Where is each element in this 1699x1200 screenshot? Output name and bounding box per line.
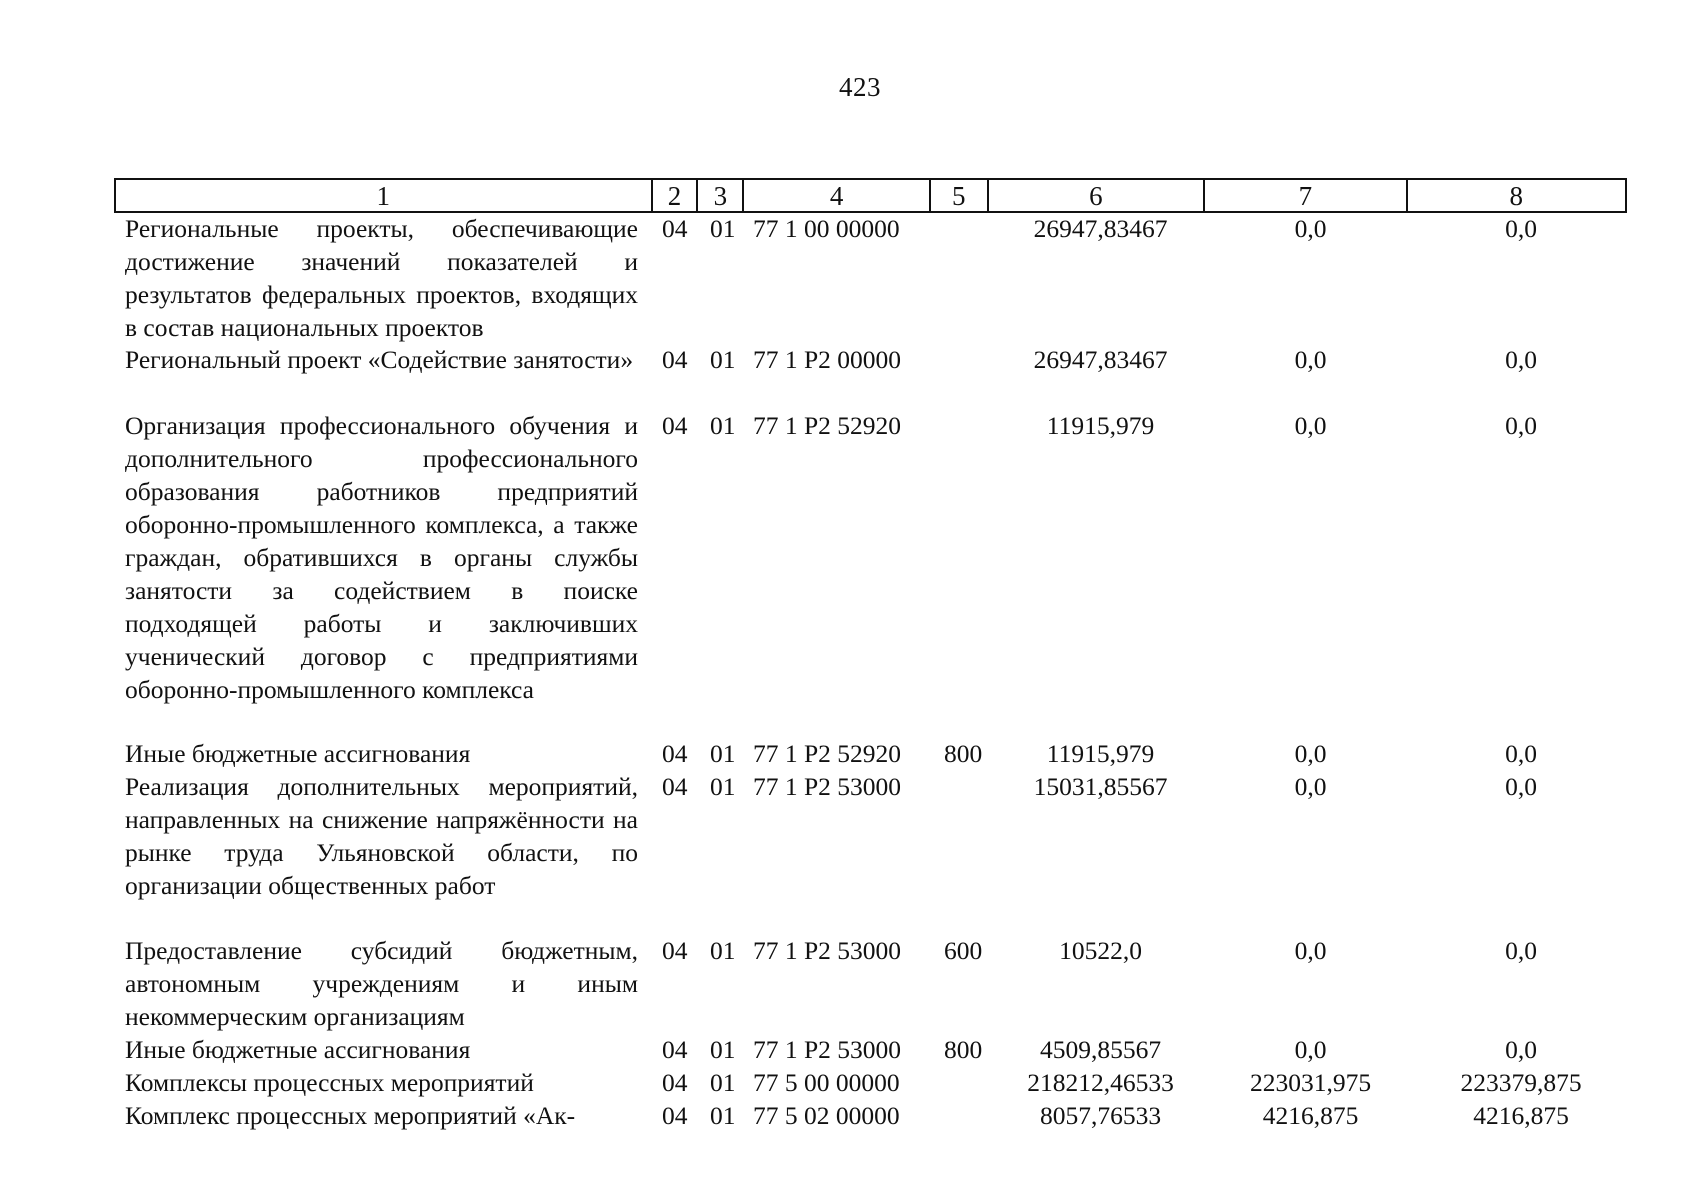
column-header-1: 1: [116, 180, 653, 211]
row-name: Предоставление субсидий бюджетным, автономным учреждениям и иным некоммерческим организациям: [125, 936, 638, 1031]
page-number: 423: [839, 72, 881, 102]
row-col-6: 11915,979: [1046, 739, 1155, 768]
row-col-4: 77 1 P2 52920: [753, 739, 902, 768]
column-header-4: 4: [744, 180, 931, 211]
row-col-2: 04: [662, 411, 688, 440]
row-col-8: 0,0: [1505, 411, 1537, 440]
row-col-2: 04: [662, 1035, 688, 1064]
row-col-6: 8057,76533: [1039, 1101, 1162, 1130]
column-header-2: 2: [653, 180, 699, 211]
row-col-3: 01: [710, 1101, 736, 1130]
row-col-6: 26947,83467: [1033, 345, 1168, 374]
table-row: [0, 1033, 1699, 1066]
row-col-3: 01: [710, 214, 736, 243]
row-col-4: 77 1 P2 53000: [753, 1035, 902, 1064]
row-col-2: 04: [662, 1068, 688, 1097]
row-name: Реализация дополнительных мероприятий, направленных на снижение напряжённости на рынке труда Ульяновской области, по организации общественных работ: [125, 772, 638, 900]
row-col-2: 04: [662, 1101, 688, 1130]
table-row: [0, 1066, 1699, 1099]
row-col-6: 218212,46533: [1027, 1068, 1174, 1097]
table-header-row: [114, 178, 1627, 213]
row-name: Комплексы процессных мероприятий: [125, 1068, 534, 1097]
column-header-3: 3: [698, 180, 744, 211]
row-col-6: 15031,85567: [1033, 772, 1168, 801]
row-name: Организация профессионального обучения и дополнительного профессионального образования работников предприятий оборонно-промышленного комплекса, а также граждан, обратившихся в органы службы занятости за содействием в поиске подходящей работы и заключивших ученический договор с предприятиями оборонно-промышленного комплекса: [125, 411, 638, 704]
row-col-8: 0,0: [1505, 772, 1537, 801]
row-name: Региональный проект «Содействие занятости»: [125, 345, 634, 374]
column-header-6: 6: [989, 180, 1205, 211]
table-row: [0, 737, 1699, 770]
column-header-5: 5: [931, 180, 989, 211]
row-col-3: 01: [710, 739, 736, 768]
row-col-2: 04: [662, 772, 688, 801]
row-col-5: 600: [944, 936, 983, 965]
row-col-3: 01: [710, 1068, 736, 1097]
row-col-4: 77 1 P2 00000: [753, 345, 902, 374]
row-col-7: 0,0: [1294, 739, 1327, 768]
row-col-7: 0,0: [1294, 214, 1327, 243]
table-body: [0, 212, 1699, 1132]
table-row: [0, 409, 1699, 737]
row-col-6: 11915,979: [1046, 411, 1155, 440]
row-col-8: 0,0: [1505, 936, 1537, 965]
row-col-3: 01: [710, 411, 736, 440]
row-col-7: 0,0: [1294, 772, 1327, 801]
row-col-4: 77 5 00 00000: [753, 1068, 900, 1097]
row-col-8: 0,0: [1505, 214, 1537, 243]
row-col-8: 223379,875: [1460, 1068, 1582, 1097]
row-col-7: 0,0: [1294, 936, 1327, 965]
row-name: Региональные проекты, обеспечивающие достижение значений показателей и результатов федеральных проектов, входящих в состав национальных проектов: [125, 214, 638, 342]
row-col-7: 0,0: [1294, 345, 1327, 374]
row-col-2: 04: [662, 739, 688, 768]
column-header-7: 7: [1205, 180, 1407, 211]
table-row: [0, 770, 1699, 934]
row-col-2: 04: [662, 936, 688, 965]
row-col-8: 0,0: [1505, 1035, 1537, 1064]
row-col-3: 01: [710, 936, 736, 965]
row-col-6: 10522,0: [1059, 936, 1142, 965]
row-col-4: 77 1 00 00000: [753, 214, 900, 243]
row-col-4: 77 1 P2 53000: [753, 936, 902, 965]
table-row: [0, 343, 1699, 409]
table-row: [0, 1099, 1699, 1132]
row-col-3: 01: [710, 1035, 736, 1064]
row-col-4: 77 5 02 00000: [753, 1101, 900, 1130]
row-col-3: 01: [710, 772, 736, 801]
row-col-7: 0,0: [1294, 411, 1327, 440]
row-col-6: 26947,83467: [1033, 214, 1168, 243]
row-col-2: 04: [662, 345, 688, 374]
row-col-5: 800: [944, 1035, 983, 1064]
row-col-7: 0,0: [1294, 1035, 1327, 1064]
row-col-2: 04: [662, 214, 688, 243]
row-col-6: 4509,85567: [1039, 1035, 1162, 1064]
table-row: [0, 934, 1699, 1033]
table-row: [0, 212, 1699, 343]
row-col-8: 0,0: [1505, 739, 1537, 768]
row-col-7: 4216,875: [1262, 1101, 1359, 1130]
column-header-8: 8: [1509, 181, 1523, 211]
row-col-5: 800: [944, 739, 983, 768]
row-col-3: 01: [710, 345, 736, 374]
row-col-8: 0,0: [1505, 345, 1537, 374]
row-name: Комплекс процессных мероприятий «Ак-: [125, 1101, 576, 1130]
row-col-4: 77 1 P2 52920: [753, 411, 902, 440]
row-name: Иные бюджетные ассигнования: [125, 739, 471, 768]
row-col-4: 77 1 P2 53000: [753, 772, 902, 801]
row-name: Иные бюджетные ассигнования: [125, 1035, 471, 1064]
row-col-8: 4216,875: [1473, 1101, 1569, 1130]
row-col-7: 223031,975: [1249, 1068, 1372, 1097]
